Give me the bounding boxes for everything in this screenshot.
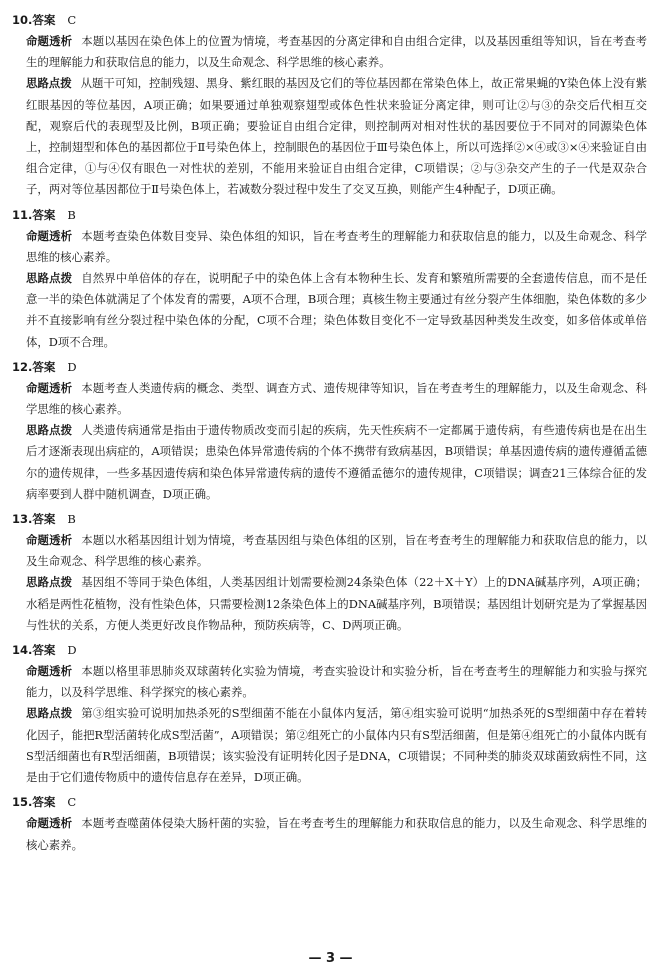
answer-line <box>12 356 647 378</box>
answer-label: 答案 <box>32 795 56 810</box>
answer-line <box>12 791 647 813</box>
section-label: 思路点拨 <box>26 76 72 91</box>
answer-line <box>12 508 647 530</box>
section-label: 思路点拨 <box>26 271 73 286</box>
question-block <box>12 791 647 855</box>
explanation-text: 本题以格里菲思肺炎双球菌转化实验为情境，考查实验设计和实验分析，旨在考查考生的理解能力和实验与探究能力，以及科学思维、科学探究的核心素养。 <box>26 664 647 700</box>
explanation-paragraph <box>12 226 647 268</box>
answer-label: 答案 <box>32 643 56 658</box>
explanation-paragraph <box>12 420 647 505</box>
explanation-paragraph <box>12 31 647 73</box>
section-label: 命题透析 <box>26 228 73 243</box>
answer-label: 答案 <box>32 359 56 374</box>
answer-label: 答案 <box>32 512 56 527</box>
section-label: 命题透析 <box>26 816 73 831</box>
explanation-paragraph <box>12 378 647 420</box>
section-label: 思路点拨 <box>26 423 73 438</box>
answer-value: D <box>67 359 77 374</box>
section-label: 思路点拨 <box>26 706 73 721</box>
explanation-text: 本题以水稻基因组计划为情境，考查基因组与染色体组的区别，旨在考查考生的理解能力和获取信息的能力，以及生命观念、科学思维的核心素养。 <box>26 533 647 569</box>
explanation-text: 人类遗传病通常是指由于遗传物质改变而引起的疾病，先天性疾病不一定都属于遗传病，有些遗传病也是在出生后才逐渐表现出病症的，A项错误；患染色体异常遗传病的个体不携带有致病基因，B项错误；单基因遗传病的遗传遵循孟德尔的遗传规律，一些多基因遗传病和染色体异常遗传病的遗传不遵循孟德尔的遗传规律，C项错误；调查21三体综合征的发病率要到人群中随机调查，D项正确。 <box>26 423 647 501</box>
answer-value: B <box>67 207 76 222</box>
explanation-text: 从题干可知，控制残翅、黑身、紫红眼的基因及它们的等位基因都在常染色体上，故正常果蝇的Y染色体上没有紫红眼基因的等位基因，A项正确；如果要通过单独观察翅型或体色性状来验证分离定律，则可让②与③的杂交后代相互交配，观察后代的表现型及比例，B项正确；要验证自由组合定律，则控制两对相对性状的基因要位于不同对的同源染色体上，控制翅型和体色的基因都位于Ⅱ号染色体上，控制眼色的基因位于Ⅲ号染色体上，所以可选择②×④或③×④来验证自由组合定律，①与④仅有眼色一对性状的差别，不能用来验证自由组合定律，C项错误；②与③杂交产生的子一代是双杂合子，两对等位基因都位于Ⅱ号染色体上，若减数分裂过程中发生了交叉互换，则能产生4种配子，D项正确。 <box>26 76 647 197</box>
answer-label: 答案 <box>32 13 56 27</box>
section-label: 命题透析 <box>26 664 73 679</box>
explanation-text: 本题考查染色体数目变异、染色体组的知识，旨在考查考生的理解能力和获取信息的能力，以及生命观念、科学思维的核心素养。 <box>26 228 647 264</box>
question-block <box>12 508 647 636</box>
question-number: 10. <box>12 13 33 27</box>
question-block <box>12 356 647 505</box>
explanation-paragraph <box>12 572 647 636</box>
explanation-text: 本题以基因在染色体上的位置为情境，考查基因的分离定律和自由组合定律，以及基因重组等知识，旨在考查考生的理解能力和获取信息的能力，以及生命观念、科学思维的核心素养。 <box>26 34 647 70</box>
section-label: 思路点拨 <box>26 575 73 590</box>
explanation-text: 基因组不等同于染色体组，人类基因组计划需要检测24条染色体（22＋X＋Y）上的DNA碱基序列，A项正确；水稻是两性花植物，没有性染色体，只需要检测12条染色体上的DNA碱基序列，B项错误；基因组计划研究是为了掌握基因与性状的关系，方便人类更好改良作物品种，预防疾病等，C、D两项正确。 <box>26 575 647 632</box>
explanation-text: 自然界中单倍体的存在，说明配子中的染色体上含有本物种生长、发育和繁殖所需要的全套遗传信息，而不是任意一半的染色体就满足了个体发育的需要，A项不合理，B项合理；真核生物主要通过有丝分裂产生体细胞，染色体数的多少并不直接影响有丝分裂过程中染色体的分配，C项不合理；染色体数目变化不一定导致基因种类发生改变，如多倍体或单倍体，D项不合理。 <box>26 271 647 349</box>
section-label: 命题透析 <box>26 533 73 548</box>
explanation-paragraph <box>12 530 647 572</box>
explanation-paragraph <box>12 661 647 703</box>
question-number: 12. <box>12 359 33 374</box>
question-number: 11. <box>12 207 33 222</box>
question-block <box>12 9 647 201</box>
answer-value: D <box>67 643 77 658</box>
answer-line <box>12 9 647 31</box>
answer-value: C <box>67 13 77 27</box>
answer-value: B <box>67 512 76 527</box>
answer-line <box>12 204 647 226</box>
question-list <box>12 9 647 856</box>
question-block <box>12 204 647 353</box>
answer-label: 答案 <box>32 207 56 222</box>
question-number: 15. <box>12 795 33 810</box>
answer-line <box>12 639 647 661</box>
question-number: 13. <box>12 512 33 527</box>
question-block <box>12 639 647 788</box>
explanation-text: 第③组实验可说明加热杀死的S型细菌不能在小鼠体内复活，第④组实验可说明“加热杀死的S型细菌中存在着转化因子，能把R型活菌转化成S型活菌”，A项错误；第②组死亡的小鼠体内只有S型活细菌，但是第④组死亡的小鼠体内既有S型活细菌也有R型活细菌，B项错误；该实验没有证明转化因子是DNA，C项错误；不同种类的肺炎双球菌致病性不同，这是由于它们遗传物质中的遗传信息存在差异，D项正确。 <box>26 706 647 785</box>
section-label: 命题透析 <box>26 34 73 48</box>
answer-value: C <box>67 795 77 810</box>
page-number: — 3 — <box>308 951 353 966</box>
section-label: 命题透析 <box>26 380 73 395</box>
explanation-paragraph <box>12 813 647 855</box>
explanation-paragraph <box>12 73 647 200</box>
explanation-text: 本题考查噬菌体侵染大肠杆菌的实验，旨在考查考生的理解能力和获取信息的能力，以及生命观念、科学思维的核心素养。 <box>26 816 647 852</box>
explanation-paragraph <box>12 268 647 353</box>
explanation-paragraph <box>12 703 647 788</box>
explanation-text: 本题考查人类遗传病的概念、类型、调查方式、遗传规律等知识，旨在考查考生的理解能力，以及生命观念、科学思维的核心素养。 <box>26 380 647 417</box>
question-number: 14. <box>12 643 33 658</box>
